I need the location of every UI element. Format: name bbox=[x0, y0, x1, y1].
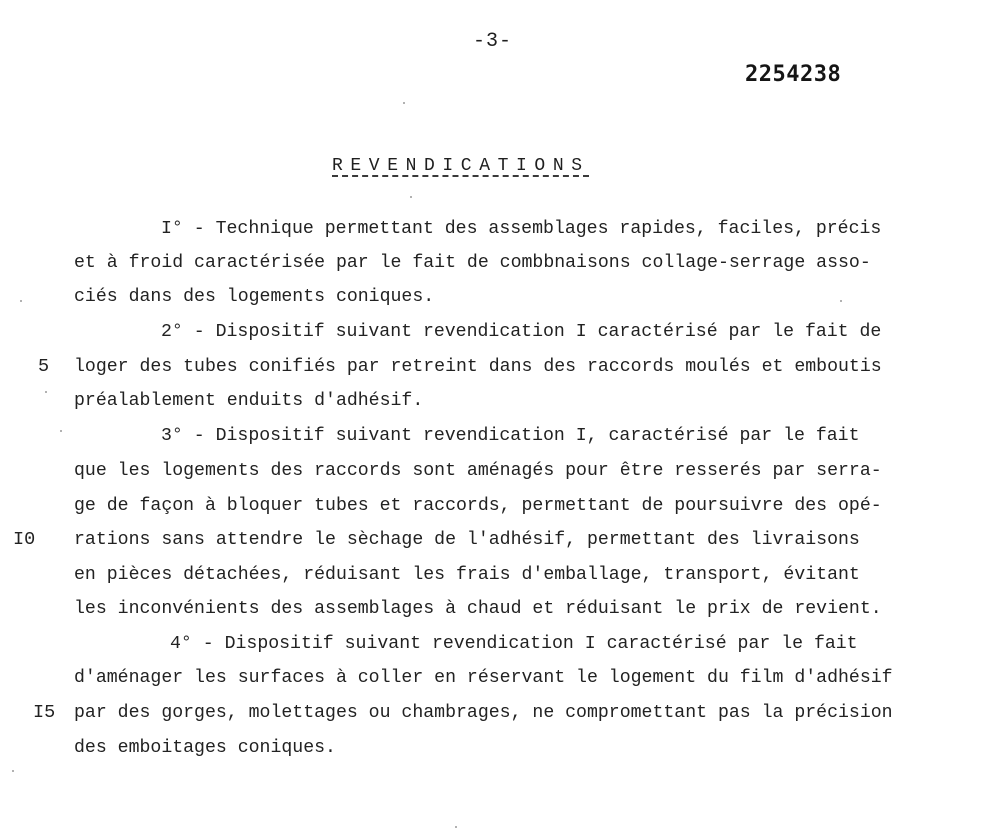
document-number: 2254238 bbox=[745, 62, 842, 87]
scan-speck bbox=[403, 102, 405, 104]
page-number: -3- bbox=[472, 30, 512, 53]
claim-line: 2° - Dispositif suivant revendication I caractérisé par le fait de bbox=[161, 322, 882, 342]
line-number: 5 bbox=[38, 356, 50, 377]
claim-line: et à froid caractérisée par le fait de combbnaisons collage-serrage asso- bbox=[74, 253, 871, 273]
line-number: I0 bbox=[13, 529, 36, 550]
scan-speck bbox=[20, 300, 22, 302]
scan-speck bbox=[410, 196, 412, 198]
claim-line: ge de façon à bloquer tubes et raccords, permettant de poursuivre des opé- bbox=[74, 496, 882, 516]
scan-speck bbox=[60, 430, 62, 432]
claim-line: par des gorges, molettages ou chambrages, ne compromettant pas la précision bbox=[74, 703, 893, 723]
scan-speck bbox=[12, 770, 14, 772]
scan-speck bbox=[45, 391, 47, 393]
line-number: I5 bbox=[33, 702, 56, 723]
claim-line: ciés dans des logements coniques. bbox=[74, 287, 435, 307]
claim-line: 4° - Dispositif suivant revendication I caractérisé par le fait bbox=[170, 634, 858, 654]
scan-speck bbox=[455, 826, 457, 828]
claim-line: d'aménager les surfaces à coller en réservant le logement du film d'adhésif bbox=[74, 668, 893, 688]
claims-heading: REVENDICATIONS bbox=[332, 156, 590, 176]
claim-line: en pièces détachées, réduisant les frais d'emballage, transport, évitant bbox=[74, 565, 860, 585]
claim-line: des emboitages coniques. bbox=[74, 738, 336, 758]
claim-line: préalablement enduits d'adhésif. bbox=[74, 391, 424, 411]
claim-line: rations sans attendre le sèchage de l'adhésif, permettant des livraisons bbox=[74, 530, 860, 550]
scan-speck bbox=[840, 300, 842, 302]
claim-line: loger des tubes conifiés par retreint dans des raccords moulés et emboutis bbox=[74, 357, 882, 377]
claim-line: 3° - Dispositif suivant revendication I, caractérisé par le fait bbox=[161, 426, 860, 446]
claim-line: les inconvénients des assemblages à chaud et réduisant le prix de revient. bbox=[74, 599, 882, 619]
claim-line: que les logements des raccords sont aménagés pour être resserés par serra- bbox=[74, 461, 882, 481]
claim-line: I° - Technique permettant des assemblages rapides, faciles, précis bbox=[161, 219, 882, 239]
